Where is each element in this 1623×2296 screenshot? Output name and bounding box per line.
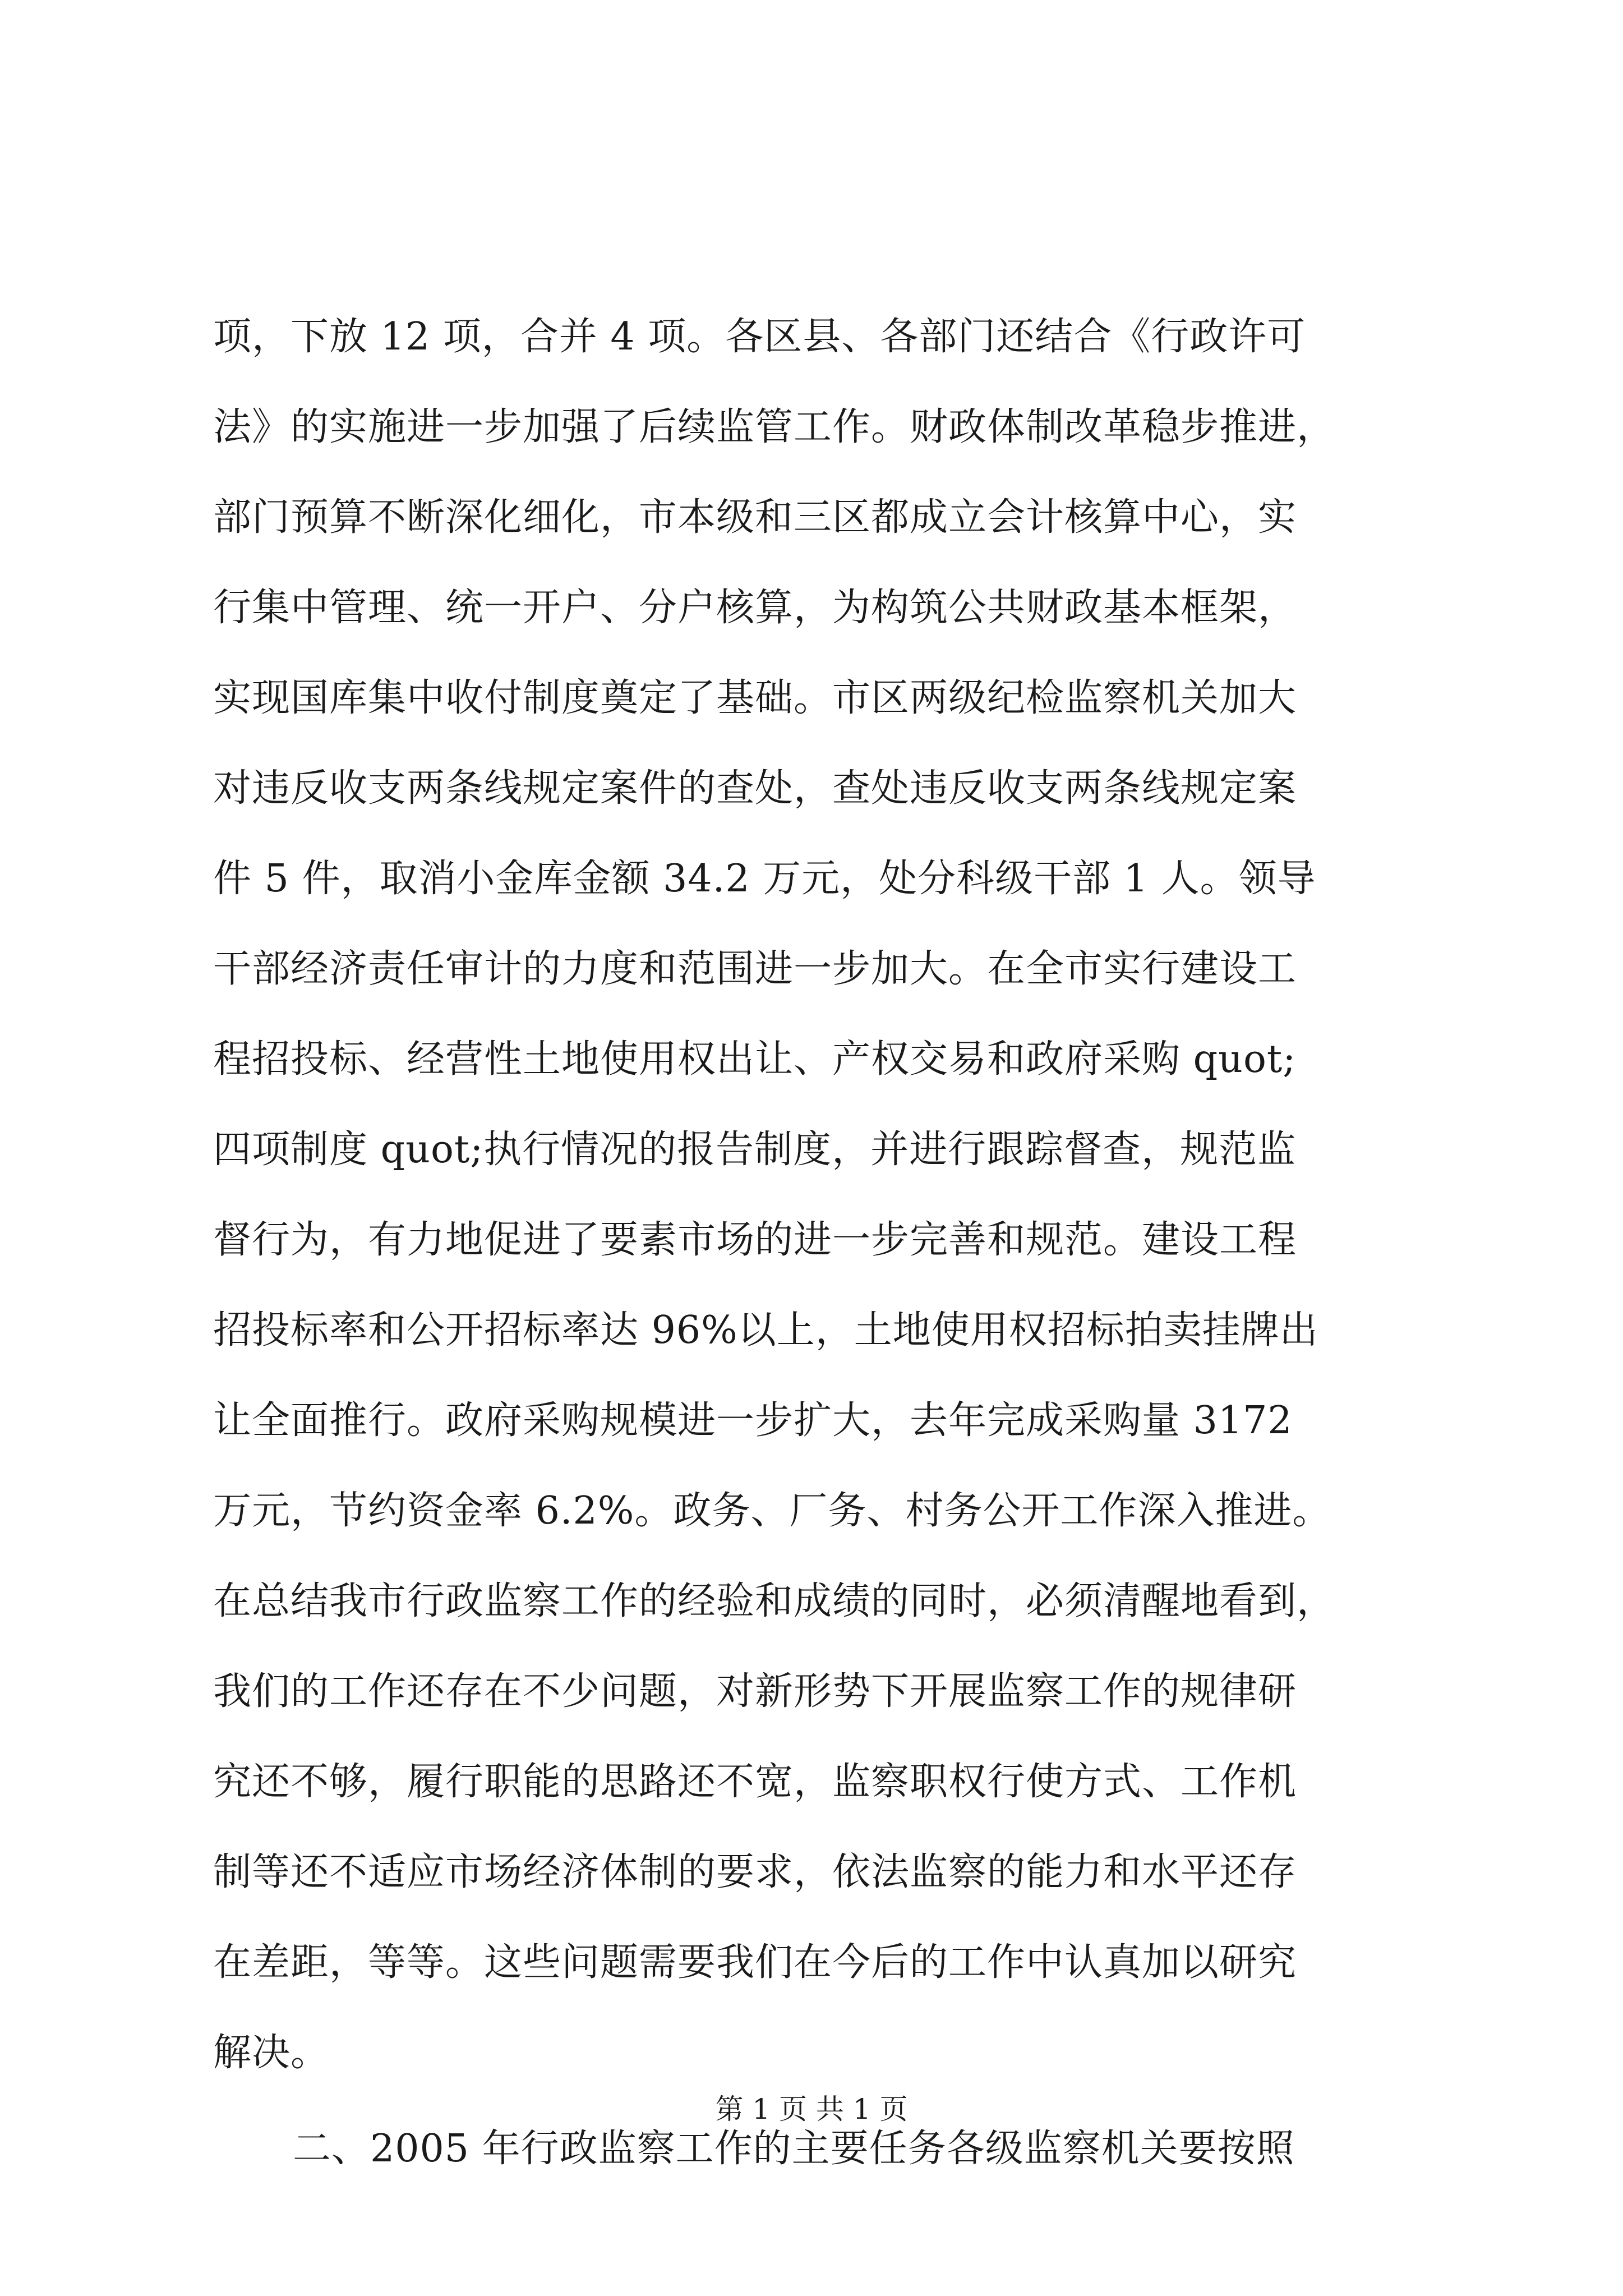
text-line: 件 5 件，取消小金库金额 34.2 万元，处分科级干部 1 人。领导 bbox=[213, 857, 1316, 901]
text-line: 部门预算不断深化细化，市本级和三区都成立会计核算中心，实 bbox=[213, 495, 1297, 540]
text-line: 解决。 bbox=[213, 2031, 330, 2075]
text-line: 四项制度 quot;执行情况的报告制度，并进行跟踪督查，规范监 bbox=[213, 1128, 1297, 1172]
text-line: 干部经济责任审计的力度和范围进一步加大。在全市实行建设工 bbox=[213, 947, 1297, 991]
text-line: 督行为，有力地促进了要素市场的进一步完善和规范。建设工程 bbox=[213, 1218, 1297, 1262]
text-line: 招投标率和公开招标率达 96%以上，土地使用权招标拍卖挂牌出 bbox=[213, 1308, 1318, 1352]
text-line: 制等还不适应市场经济体制的要求，依法监察的能力和水平还存 bbox=[213, 1850, 1297, 1894]
paragraph-1 bbox=[213, 292, 1436, 2098]
text-line: 项，下放 12 项，合并 4 项。各区县、各部门还结合《行政许可 bbox=[213, 315, 1306, 359]
text-line: 究还不够，履行职能的思路还不宽，监察职权行使方式、工作机 bbox=[213, 1760, 1297, 1804]
text-line: 法》的实施进一步加强了后续监管工作。财政体制改革稳步推进， bbox=[213, 405, 1336, 449]
text-line: 实现国库集中收付制度奠定了基础。市区两级纪检监察机关加大 bbox=[213, 676, 1297, 720]
page-footer bbox=[0, 2092, 1623, 2126]
text-line: 对违反收支两条线规定案件的查处，查处违反收支两条线规定案 bbox=[213, 766, 1297, 811]
text-line: 行集中管理、统一开户、分户核算，为构筑公共财政基本框架， bbox=[213, 586, 1297, 630]
text-line: 让全面推行。政府采购规模进一步扩大，去年完成采购量 3172 bbox=[213, 1398, 1293, 1443]
text-line: 程招投标、经营性土地使用权出让、产权交易和政府采购 quot; bbox=[213, 1037, 1297, 1082]
document-body bbox=[213, 292, 1436, 2194]
text-line: 我们的工作还存在不少问题，对新形势下开展监察工作的规律研 bbox=[213, 1669, 1297, 1714]
page-number-label: 第 1 页 共 1 页 bbox=[715, 2093, 908, 2125]
section-heading-line: 二、2005 年行政监察工作的主要任务各级监察机关要按照 bbox=[293, 2127, 1295, 2171]
text-line: 在总结我市行政监察工作的经验和成绩的同时，必须清醒地看到， bbox=[213, 1579, 1336, 1623]
text-line: 在差距，等等。这些问题需要我们在今后的工作中认真加以研究 bbox=[213, 1940, 1297, 1985]
text-line: 万元，节约资金率 6.2%。政务、厂务、村务公开工作深入推进。 bbox=[213, 1489, 1331, 1533]
